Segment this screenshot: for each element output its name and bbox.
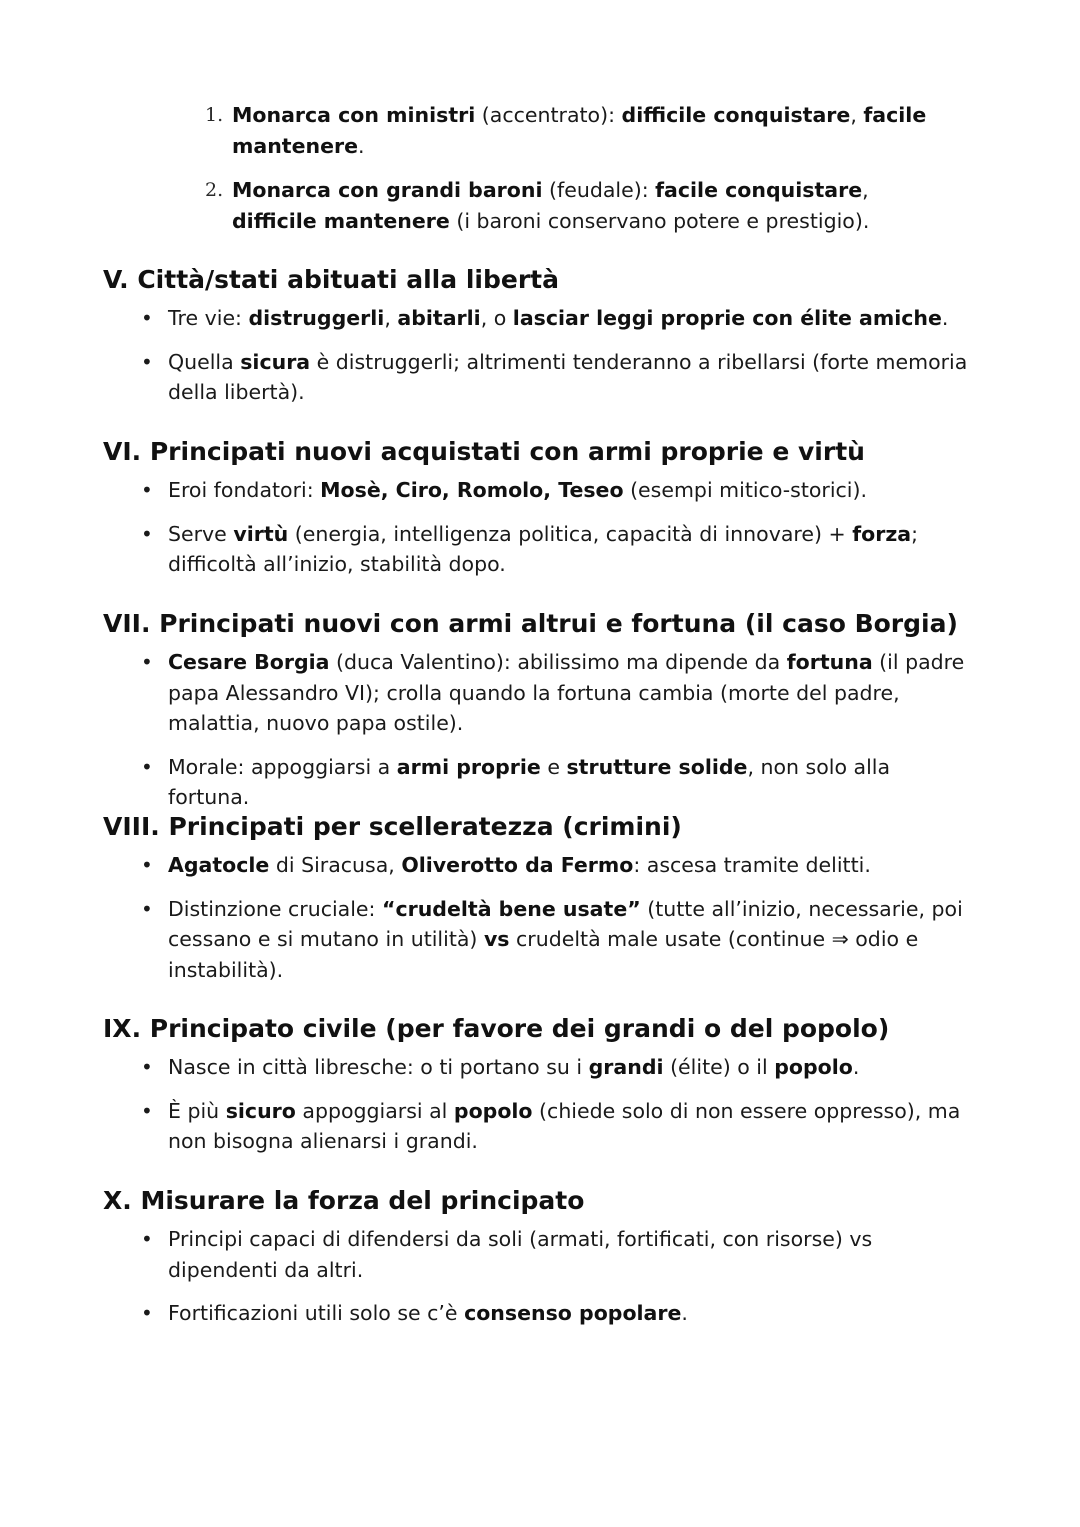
text: Morale: appoggiarsi a bbox=[168, 754, 397, 779]
bullet-marker: • bbox=[141, 349, 153, 374]
bullet-item bbox=[141, 519, 968, 580]
bullet-marker: • bbox=[141, 521, 153, 546]
text: , bbox=[862, 178, 869, 202]
bold-text: Cesare Borgia bbox=[168, 650, 330, 674]
text: di Siracusa, bbox=[269, 853, 402, 877]
bold-text: facile mantenere bbox=[232, 103, 927, 158]
text: Distinzione cruciale: bbox=[168, 896, 382, 921]
bullet-marker: • bbox=[141, 1098, 153, 1123]
text: , bbox=[850, 103, 864, 127]
text: (chiede solo di non essere oppresso), ma non bisogna alienarsi i grandi. bbox=[168, 1098, 961, 1153]
bold-text: abitarli bbox=[397, 306, 481, 330]
section-heading: V. Città/stati abituati alla libertà bbox=[103, 265, 559, 294]
section-x bbox=[0, 1184, 1080, 1342]
text: : ascesa tramite delitti. bbox=[633, 853, 871, 877]
bullet-marker: • bbox=[141, 1227, 153, 1251]
bold-text: popolo bbox=[774, 1055, 853, 1079]
text: (duca Valentino): abilissimo ma dipende da bbox=[329, 650, 787, 674]
bullet-item bbox=[141, 347, 968, 408]
text: È più bbox=[168, 1098, 226, 1123]
bold-text: Oliverotto da Fermo bbox=[401, 853, 634, 877]
bold-text: Agatocle bbox=[168, 853, 270, 877]
text: Fortificazioni utili solo se c’è bbox=[168, 1301, 465, 1325]
text: (accentrato): bbox=[475, 103, 622, 127]
bold-text: lasciar leggi proprie con élite amiche bbox=[512, 306, 942, 330]
text: (i baroni conservano potere e prestigio). bbox=[449, 209, 870, 233]
section-v bbox=[0, 263, 1080, 421]
bold-text: Monarca con grandi baroni bbox=[232, 178, 543, 202]
text: Principi capaci di difendersi da soli (armati, fortificati, con risorse) vs dipendenti da altri. bbox=[168, 1227, 873, 1282]
list-item bbox=[205, 100, 952, 162]
bullet-marker: • bbox=[141, 306, 153, 330]
text: è distruggerli; altrimenti tenderanno a ribellarsi (forte memoria della libertà). bbox=[168, 349, 968, 404]
text: (tutte all’inizio, necessarie, poi cessano e si mutano in utilità) bbox=[168, 896, 963, 951]
bold-text: popolo bbox=[453, 1098, 533, 1123]
bullet-marker: • bbox=[141, 896, 153, 921]
section-vi bbox=[0, 435, 1080, 593]
bullet-item bbox=[141, 752, 968, 813]
bold-text: sicura bbox=[240, 349, 311, 374]
bold-text: Monarca con ministri bbox=[232, 103, 476, 127]
bold-text: strutture solide bbox=[566, 754, 748, 779]
list-number: 1. bbox=[205, 104, 224, 126]
text: . bbox=[852, 1055, 860, 1079]
bullet-item bbox=[141, 1298, 968, 1329]
section-heading: IX. Principato civile (per favore dei grandi o del popolo) bbox=[103, 1014, 890, 1043]
text: appoggiarsi al bbox=[295, 1098, 454, 1123]
text: Tre vie: bbox=[168, 306, 249, 330]
text: ; difficoltà all’inizio, stabilità dopo. bbox=[168, 521, 919, 576]
bold-text: Mosè, Ciro, Romolo, Teseo bbox=[320, 478, 624, 502]
bold-text: fortuna bbox=[786, 650, 873, 674]
bold-text: difficile conquistare bbox=[621, 103, 851, 127]
section-heading: VIII. Principati per scelleratezza (crimini) bbox=[103, 812, 682, 841]
bullet-item bbox=[141, 894, 968, 986]
section-viii bbox=[0, 810, 1080, 998]
bold-text: sicuro bbox=[225, 1098, 296, 1123]
text: , non solo alla fortuna. bbox=[168, 754, 891, 809]
list-item bbox=[205, 175, 952, 237]
text: (il padre papa Alessandro VI); crolla quando la fortuna cambia (morte del padre, malattia, nuovo papa ostile). bbox=[168, 650, 965, 735]
bullet-item bbox=[141, 303, 968, 334]
bullet-item bbox=[141, 647, 968, 739]
bold-text: distruggerli bbox=[248, 306, 385, 330]
bold-text: “crudeltà bene usate” bbox=[381, 896, 641, 921]
text: . bbox=[941, 306, 949, 330]
text: (élite) o il bbox=[663, 1055, 775, 1079]
text: Nasce in città libresche: o ti portano su i bbox=[168, 1055, 589, 1079]
text: (esempi mitico-storici). bbox=[623, 478, 868, 502]
section-heading: VI. Principati nuovi acquistati con armi proprie e virtù bbox=[103, 437, 865, 466]
section-heading: VII. Principati nuovi con armi altrui e fortuna (il caso Borgia) bbox=[103, 609, 958, 638]
text: crudeltà male usate (continue ⇒ odio e instabilità). bbox=[168, 927, 919, 982]
bold-text: vs bbox=[483, 927, 510, 951]
text: Serve bbox=[168, 521, 234, 546]
bold-text: armi proprie bbox=[396, 754, 541, 779]
bullet-item bbox=[141, 850, 968, 881]
bold-text: facile conquistare bbox=[655, 178, 863, 202]
text: , bbox=[384, 306, 398, 330]
text: Quella bbox=[168, 349, 241, 374]
bullet-marker: • bbox=[141, 1055, 153, 1079]
bullet-marker: • bbox=[141, 650, 153, 674]
bold-text: grandi bbox=[588, 1055, 664, 1079]
section-ix bbox=[0, 1012, 1080, 1170]
text: e bbox=[540, 754, 567, 779]
numbered-list bbox=[0, 100, 1080, 250]
text: (energia, intelligenza politica, capacità di innovare) + bbox=[288, 521, 853, 546]
text: . bbox=[681, 1301, 688, 1325]
bullet-marker: • bbox=[141, 754, 153, 779]
list-number: 2. bbox=[205, 179, 224, 201]
bullet-item bbox=[141, 1052, 968, 1083]
bullet-item bbox=[141, 1224, 968, 1285]
bold-text: difficile mantenere bbox=[232, 209, 450, 233]
bold-text: virtù bbox=[233, 521, 289, 546]
text: , o bbox=[480, 306, 513, 330]
text: Eroi fondatori: bbox=[168, 478, 321, 502]
bold-text: consenso popolare bbox=[464, 1301, 682, 1325]
bold-text: forza bbox=[852, 521, 912, 546]
bullet-marker: • bbox=[141, 853, 153, 877]
text: . bbox=[358, 134, 365, 158]
bullet-item bbox=[141, 1096, 968, 1157]
text: (feudale): bbox=[542, 178, 656, 202]
section-vii bbox=[0, 607, 1080, 826]
section-heading: X. Misurare la forza del principato bbox=[103, 1186, 585, 1215]
bullet-marker: • bbox=[141, 1301, 153, 1325]
bullet-marker: • bbox=[141, 478, 153, 502]
bullet-item bbox=[141, 475, 968, 506]
